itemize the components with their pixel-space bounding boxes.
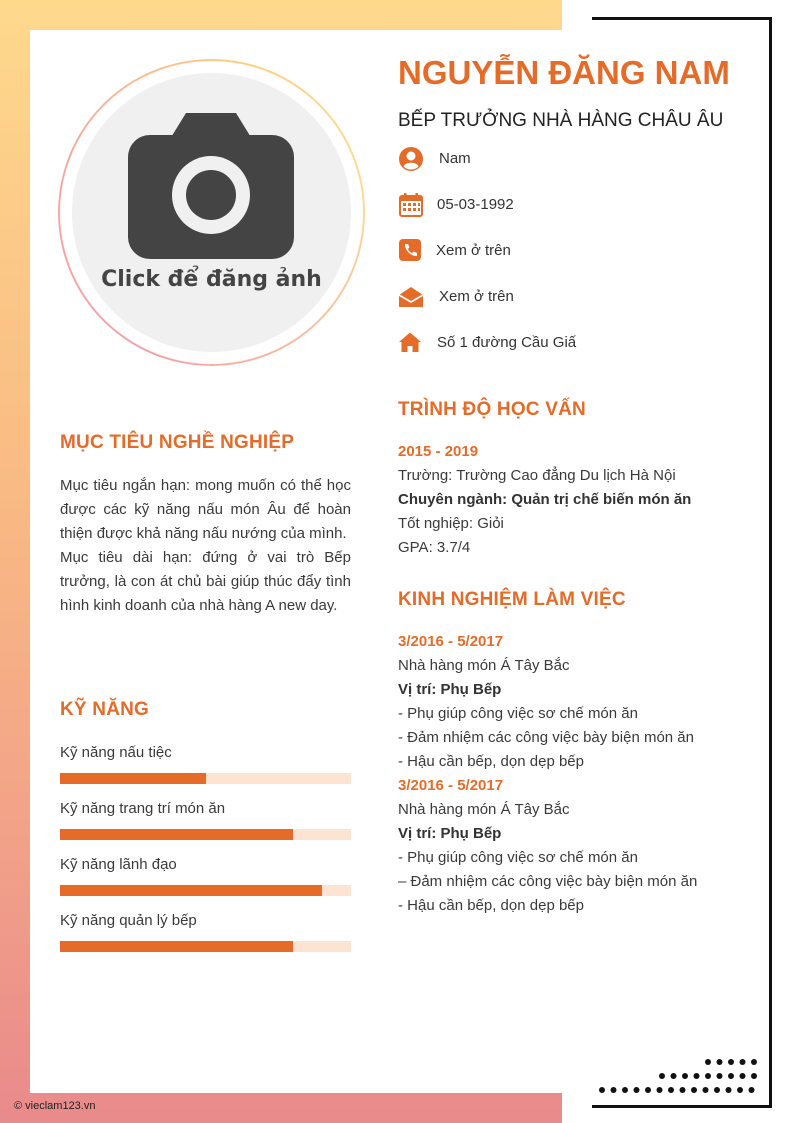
decorative-dot — [682, 1073, 688, 1079]
contact-address — [398, 329, 424, 357]
contact-birthday — [398, 191, 424, 219]
education-graduation: Tốt nghiệp: Giỏi — [398, 515, 504, 532]
decorative-dot — [705, 1073, 711, 1079]
education-period: 2015 - 2019 — [398, 443, 479, 460]
skill-bar-fill — [60, 885, 322, 896]
decorative-dot — [751, 1059, 757, 1065]
avatar-upload[interactable] — [72, 73, 351, 352]
decorative-dot — [737, 1087, 743, 1093]
job-position: Vị trí: Phụ Bếp — [398, 825, 502, 842]
birthday-value: 05-03-1992 — [437, 196, 514, 213]
job-company: Nhà hàng món Á Tây Bắc — [398, 657, 570, 674]
email-icon — [398, 284, 424, 310]
decorative-dot — [622, 1087, 628, 1093]
decorative-dot — [728, 1073, 734, 1079]
skill-bar-fill — [60, 829, 293, 840]
decorative-dot — [726, 1087, 732, 1093]
education-gpa: GPA: 3.7/4 — [398, 539, 471, 556]
decorative-dot — [694, 1073, 700, 1079]
decorative-dot — [691, 1087, 697, 1093]
decorative-dot — [717, 1073, 723, 1079]
decorative-dot — [680, 1087, 686, 1093]
decorative-dot — [668, 1087, 674, 1093]
decorative-dot — [740, 1073, 746, 1079]
education-block — [398, 440, 738, 560]
job-duty: - Đảm nhiệm các công việc bày biện món ăn — [398, 729, 694, 746]
decorative-dot — [611, 1087, 617, 1093]
decorative-dot — [751, 1073, 757, 1079]
objective-long-term: Mục tiêu dài hạn: đứng ở vai trò Bếp trưởng, là con át chủ bài giúp thúc đẩy tình hình kinh doanh của nhà hàng A new day. — [60, 549, 351, 614]
upload-photo-label: Click để đăng ảnh — [101, 267, 322, 292]
job-duty: - Hậu cần bếp, dọn dẹp bếp — [398, 897, 584, 914]
decorative-dot — [717, 1059, 723, 1065]
candidate-name: NGUYỄN ĐĂNG NAM — [398, 54, 730, 91]
job-title: BẾP TRƯỞNG NHÀ HÀNG CHÂU ÂU — [398, 110, 724, 131]
contact-gender — [398, 145, 424, 173]
decorative-dot — [703, 1087, 709, 1093]
job-company: Nhà hàng món Á Tây Bắc — [398, 801, 570, 818]
job-period: 3/2016 - 5/2017 — [398, 777, 504, 794]
objective-text — [60, 474, 351, 618]
job-duty: - Hậu cần bếp, dọn dẹp bếp — [398, 753, 584, 770]
education-school: Trường: Trường Cao đẳng Du lịch Hà Nội — [398, 467, 676, 484]
decorative-dot — [714, 1087, 720, 1093]
contact-email — [398, 283, 424, 311]
skill-label: Kỹ năng trang trí món ăn — [60, 800, 226, 817]
objective-title: MỤC TIÊU NGHỀ NGHIỆP — [60, 432, 295, 453]
home-icon — [398, 330, 424, 356]
skill-bar-track — [60, 773, 351, 784]
skill-bar-fill — [60, 773, 206, 784]
experience-block — [398, 630, 758, 918]
phone-value: Xem ở trên — [436, 242, 511, 259]
skill-bar-fill — [60, 941, 293, 952]
experience-title: KINH NGHIỆM LÀM VIỆC — [398, 589, 626, 610]
skill-label: Kỹ năng nấu tiệc — [60, 744, 172, 761]
job-position: Vị trí: Phụ Bếp — [398, 681, 502, 698]
decorative-dot — [728, 1059, 734, 1065]
decorative-dot — [671, 1073, 677, 1079]
decorative-dot — [634, 1087, 640, 1093]
calendar-icon — [398, 192, 424, 218]
email-value: Xem ở trên — [439, 288, 514, 305]
skill-bar-track — [60, 829, 351, 840]
job-duty: - Phụ giúp công việc sơ chế món ăn — [398, 705, 638, 722]
contact-phone — [398, 237, 424, 265]
objective-short-term: Mục tiêu ngắn hạn: mong muốn có thể học được các kỹ năng nấu món Âu để hoàn thiện được khả năng nấu nướng của mình. — [60, 477, 351, 542]
education-major: Chuyên ngành: Quản trị chế biến món ăn — [398, 491, 692, 508]
footer-copyright: © vieclam123.vn — [14, 1100, 96, 1112]
skill-bar-track — [60, 885, 351, 896]
decorative-dot — [645, 1087, 651, 1093]
decorative-dot — [659, 1073, 665, 1079]
job-duty: - Phụ giúp công việc sơ chế món ăn — [398, 849, 638, 866]
decorative-dot — [599, 1087, 605, 1093]
camera-icon — [128, 113, 294, 259]
skill-label: Kỹ năng lãnh đạo — [60, 856, 177, 873]
decorative-dot — [749, 1087, 755, 1093]
education-title: TRÌNH ĐỘ HỌC VẤN — [398, 399, 586, 420]
address-value: Số 1 đường Cầu Giấ — [437, 334, 577, 351]
decorative-dot — [705, 1059, 711, 1065]
job-period: 3/2016 - 5/2017 — [398, 633, 504, 650]
gender-value: Nam — [439, 150, 471, 167]
skills-title: KỸ NĂNG — [60, 699, 150, 720]
job-duty: – Đảm nhiệm các công việc bày biện món ăn — [398, 873, 698, 890]
user-icon — [398, 146, 424, 172]
skill-bar-track — [60, 941, 351, 952]
decorative-dot — [657, 1087, 663, 1093]
decorative-dots — [596, 1056, 766, 1096]
decorative-dot — [740, 1059, 746, 1065]
skill-label: Kỹ năng quản lý bếp — [60, 912, 197, 929]
phone-icon — [398, 238, 424, 264]
